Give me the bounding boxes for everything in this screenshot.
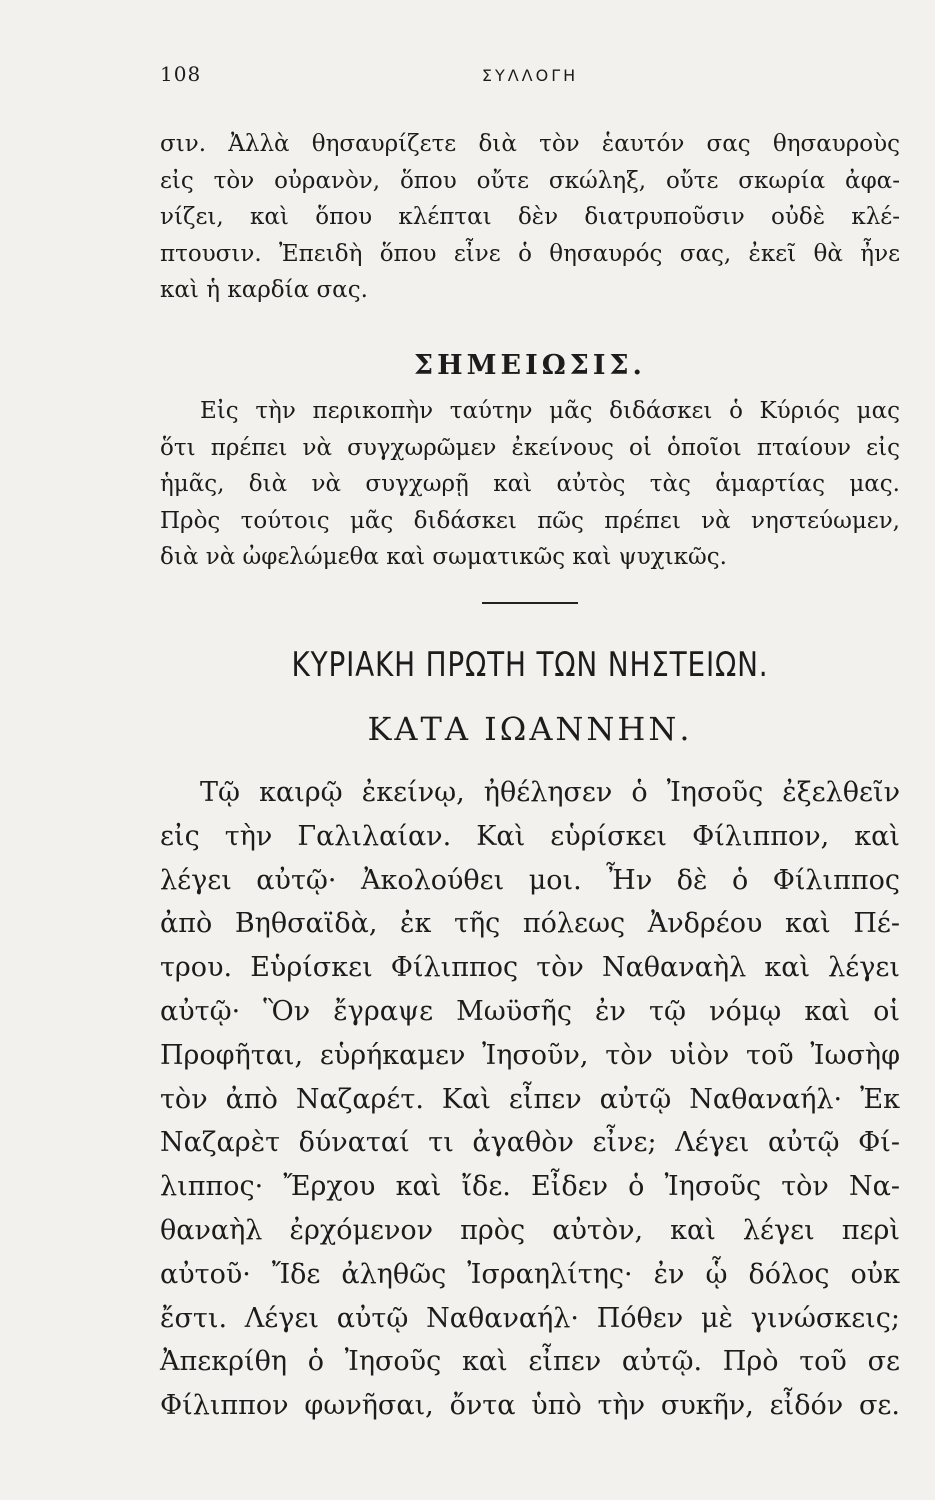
- text-line: ὅτι πρέπει νὰ συγχωρῶμεν ἐκείνους οἱ ὁποῖοι πταίουν εἰς: [160, 434, 900, 461]
- text-line: θαναὴλ ἐρχόμενον πρὸς αὐτὸν, καὶ λέγει περὶ: [160, 1214, 900, 1246]
- text-line: αὐτοῦ· Ἴδε ἀληθῶς Ἰσραηλίτης· ἐν ᾧ δόλος οὐκ: [160, 1258, 900, 1290]
- text-line: Ἀπεκρίθη ὁ Ἰησοῦς καὶ εἶπεν αὐτῷ. Πρὸ τοῦ σε: [160, 1346, 900, 1378]
- text-line: καὶ ἡ καρδία σας.: [160, 277, 368, 303]
- divider-rule: [482, 602, 578, 604]
- text-line: Προφῆται, εὑρήκαμεν Ἰησοῦν, τὸν υἱὸν τοῦ Ἰωσὴφ: [160, 1039, 900, 1071]
- text-line: τὸν ἀπὸ Ναζαρέτ. Καὶ εἶπεν αὐτῷ Ναθαναήλ· Ἐκ: [160, 1083, 900, 1115]
- text-line: Ναζαρὲτ δύναταί τι ἀγαθὸν εἶνε; Λέγει αὐτῷ Φί-: [160, 1127, 900, 1159]
- text-line: Πρὸς τούτοις μᾶς διδάσκει πῶς πρέπει νὰ νηστεύωμεν,: [160, 507, 900, 534]
- text-line: εἰς τὸν οὐρανὸν, ὅπου οὔτε σκώληξ, οὔτε σκωρία ἀφα-: [160, 167, 900, 194]
- text-line: εἰς τὴν Γαλιλαίαν. Καὶ εὑρίσκει Φίλιππον, καὶ: [160, 820, 900, 852]
- text-line: Φίλιππον φωνῆσαι, ὄντα ὑπὸ τὴν συκῆν, εἶδόν σε.: [160, 1390, 900, 1422]
- paragraph-note: [160, 393, 900, 576]
- text-line: Εἰς τὴν περικοπὴν ταύτην μᾶς διδάσκει ὁ Κύριός μας: [200, 398, 900, 424]
- text-line: ἀπὸ Βηθσαϊδὰ, ἐκ τῆς πόλεως Ἀνδρέου καὶ Πέ-: [160, 908, 900, 940]
- text-line: σιν. Ἀλλὰ θησαυρίζετε διὰ τὸν ἑαυτόν σας θησαυροὺς: [160, 131, 900, 157]
- chapter-title: ΚΥΡΙΑΚΗ ΠΡΩΤΗ ΤΩΝ ΝΗΣΤΕΙΩΝ.: [291, 645, 769, 685]
- paragraph-intro: [160, 126, 900, 309]
- text-line: ἔστι. Λέγει αὐτῷ Ναθαναήλ· Πόθεν μὲ γινώσκεις;: [160, 1302, 900, 1334]
- text-line: πτουσιν. Ἐπειδὴ ὅπου εἶνε ὁ θησαυρός σας, ἐκεῖ θὰ ἦνε: [160, 240, 900, 267]
- paragraph-gospel: [160, 771, 900, 1428]
- text-line: τρου. Εὑρίσκει Φίλιππος τὸν Ναθαναὴλ καὶ λέγει: [160, 952, 900, 984]
- gospel-title: ΚΑΤΑ ΙΩΑΝΝΗΝ.: [367, 710, 693, 748]
- text-line: διὰ νὰ ὠφελώμεθα καὶ σωματικῶς καὶ ψυχικῶς.: [160, 544, 727, 570]
- text-line: λέγει αὐτῷ· Ἀκολούθει μοι. Ἦν δὲ ὁ Φίλιππος: [160, 864, 900, 896]
- text-line: νίζει, καὶ ὅπου κλέπται δὲν διατρυποῦσιν οὐδὲ κλέ-: [160, 204, 900, 230]
- text-line: Τῷ καιρῷ ἐκείνῳ, ἠθέλησεν ὁ Ἰησοῦς ἐξελθεῖν: [200, 777, 900, 808]
- text-line: αὐτῷ· Ὃν ἔγραψε Μωϋσῆς ἐν τῷ νόμῳ καὶ οἱ: [160, 995, 900, 1027]
- section-title: ΣΗΜΕΙΩΣΙΣ.: [414, 350, 646, 381]
- page-number: 108: [160, 62, 202, 86]
- running-head: ΣΥΛΛΟΓΗ: [481, 66, 579, 85]
- page-header: [160, 62, 900, 102]
- text-line: λιππος· Ἔρχου καὶ ἴδε. Εἶδεν ὁ Ἰησοῦς τὸν Να-: [160, 1171, 900, 1203]
- text-line: ἡμᾶς, διὰ νὰ συγχωρῇ καὶ αὐτὸς τὰς ἁμαρτίας μας.: [160, 471, 900, 497]
